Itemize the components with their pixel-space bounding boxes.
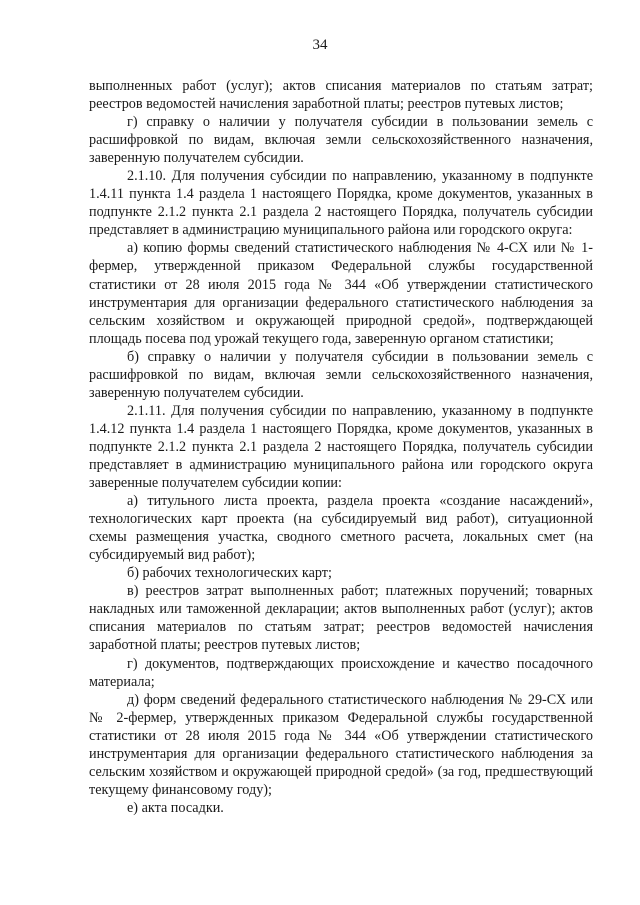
- page-number: 34: [312, 37, 328, 53]
- paragraph-item-g-land-certificate: г) справку о наличии у получателя субсидии в пользовании земель с расшифровкой по видам, включая земли сельскохозяйственного назначения, заверенную получателем субсидии.: [89, 114, 593, 167]
- paragraph-item-d-statistics-forms: д) форм сведений федерального статистического наблюдения № 29-СХ или № 2-фермер, утвержденных приказом Федеральной службы государственной статистики от 28 июля 2015 года № 344 «Об утверждении статистического инструментария для организации федерального статистического наблюдения за сельским хозяйством и окружающей природной средой» (за год, предшествующий текущему финансовому году);: [89, 691, 593, 798]
- document-body: [89, 77, 593, 817]
- paragraph-item-v-cost-registers: в) реестров затрат выполненных работ; платежных поручений; товарных накладных или таможенной декларации; актов выполненных работ (услуг); актов списания материалов по статьям затрат; реестров ведомостей начисления заработной платы; реестров путевых листов;: [89, 583, 593, 654]
- paragraph-item-a-statistics-form: а) копию формы сведений статистического наблюдения № 4-СХ или № 1-фермер, утвержденной приказом Федеральной службы государственной статистики от 28 июля 2015 года № 344 «Об утверждении статистического инструментария для организации федерального статистического наблюдения за сельским хозяйством и окружающей природной средой», подтверждающей площадь посева под урожай текущего года, заверенную органом статистики;: [89, 240, 593, 347]
- paragraph-continuation: выполненных работ (услуг); актов списания материалов по статьям затрат; реестров ведомостей начисления заработной платы; реестров путевых листов;: [89, 78, 593, 113]
- paragraph-item-b-tech-cards: б) рабочих технологических карт;: [127, 565, 332, 582]
- paragraph-clause-2-1-10: 2.1.10. Для получения субсидии по направлению, указанному в подпункте 1.4.11 пункта 1.4 раздела 1 настоящего Порядка, кроме документов, указанных в подпункте 2.1.2 пункта 2.1 раздела 2 настоящего Порядка, получатель субсидии представляет в администрацию муниципального района или городского округа:: [89, 168, 593, 239]
- paragraph-item-g-planting-material: г) документов, подтверждающих происхождение и качество посадочного материала;: [89, 655, 593, 690]
- paragraph-item-e-planting-act: е) акта посадки.: [127, 799, 224, 816]
- paragraph-item-b-land-certificate: б) справку о наличии у получателя субсидии в пользовании земель с расшифровкой по видам, включая земли сельскохозяйственного назначения, заверенную получателем субсидии.: [89, 348, 593, 401]
- paragraph-item-a-project-title: а) титульного листа проекта, раздела проекта «создание насаждений», технологических карт проекта (на субсидируемый вид работ), ситуационной схемы размещения участка, сводного сметного расчета, локальных смет (на субсидируемый вид работ);: [89, 493, 593, 564]
- paragraph-clause-2-1-11: 2.1.11. Для получения субсидии по направлению, указанному в подпункте 1.4.12 пункта 1.4 раздела 1 настоящего Порядка, кроме документов, указанных в подпункте 2.1.2 пункта 2.1 раздела 2 настоящего Порядка, получатель субсидии представляет в администрацию муниципального района или городского округа заверенные получателем субсидии копии:: [89, 402, 593, 492]
